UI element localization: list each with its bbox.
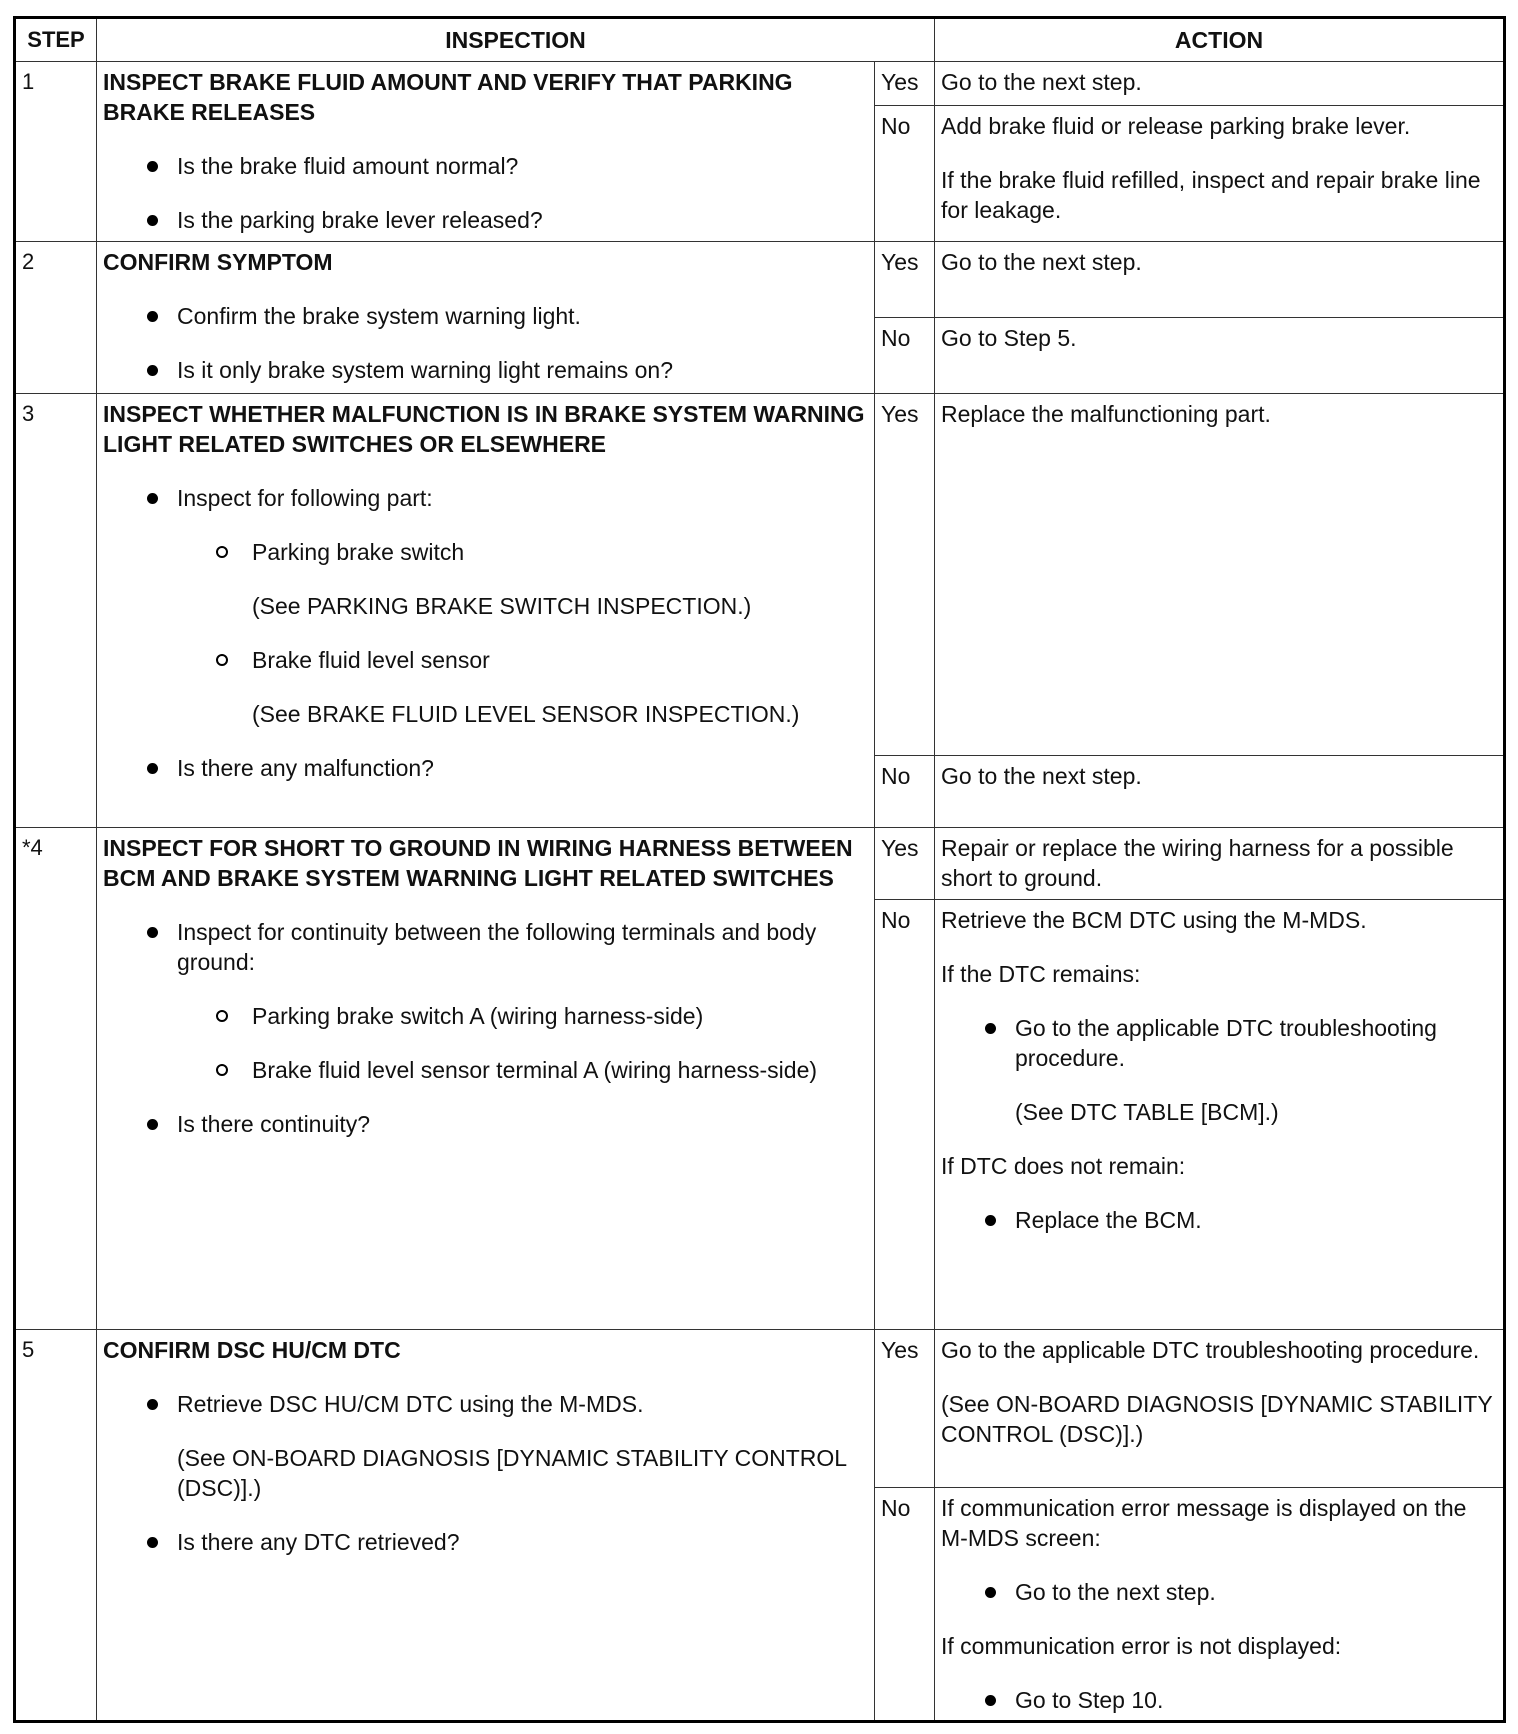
table-row bbox=[15, 1330, 1505, 1488]
yes-action: Go to the next step. bbox=[935, 62, 1505, 106]
yes-label: Yes bbox=[875, 1330, 935, 1488]
yes-label: Yes bbox=[875, 394, 935, 756]
no-label: No bbox=[875, 1488, 935, 1722]
no-action bbox=[935, 1488, 1505, 1722]
action-reference: (See DTC TABLE [BCM].) bbox=[1015, 1099, 1279, 1125]
header-row bbox=[15, 18, 1505, 62]
table-row bbox=[15, 242, 1505, 318]
step-number: 5 bbox=[15, 1330, 97, 1722]
inspection-sub-bullet: Parking brake switch A (wiring harness-side) bbox=[103, 1001, 868, 1031]
action-text: If communication error message is displayed on the M-MDS screen: bbox=[941, 1495, 1467, 1551]
inspection-bullet: Is it only brake system warning light remains on? bbox=[103, 355, 868, 385]
inspection-bullet: Inspect for following part: bbox=[103, 483, 868, 513]
step-number: 1 bbox=[15, 62, 97, 242]
action-bullet: Replace the BCM. bbox=[941, 1205, 1497, 1235]
step-number: *4 bbox=[15, 828, 97, 1330]
table-row bbox=[15, 394, 1505, 756]
action-text: If communication error is not displayed: bbox=[941, 1633, 1342, 1659]
no-label: No bbox=[875, 900, 935, 1330]
step-number: 3 bbox=[15, 394, 97, 828]
inspection-bullet: Inspect for continuity between the following terminals and body ground: bbox=[103, 917, 868, 977]
inspection-cell bbox=[97, 828, 875, 1330]
inspection-reference: (See PARKING BRAKE SWITCH INSPECTION.) bbox=[252, 593, 752, 619]
action-bullet: Go to the applicable DTC troubleshooting procedure. bbox=[941, 1013, 1497, 1073]
yes-label: Yes bbox=[875, 828, 935, 900]
step-number: 2 bbox=[15, 242, 97, 394]
inspection-bullet: Is there any DTC retrieved? bbox=[103, 1527, 868, 1557]
no-label: No bbox=[875, 318, 935, 394]
inspection-bullet: Is the brake fluid amount normal? bbox=[103, 151, 868, 181]
no-action bbox=[935, 106, 1505, 242]
inspection-title: INSPECT BRAKE FLUID AMOUNT AND VERIFY THAT PARKING BRAKE RELEASES bbox=[103, 69, 793, 125]
inspection-bullet: Retrieve DSC HU/CM DTC using the M-MDS. bbox=[103, 1389, 868, 1419]
troubleshooting-document bbox=[13, 16, 1503, 1722]
table-row bbox=[15, 828, 1505, 900]
action-text: If the DTC remains: bbox=[941, 961, 1141, 987]
header-inspection: INSPECTION bbox=[97, 18, 935, 62]
yes-label: Yes bbox=[875, 62, 935, 106]
inspection-reference: (See BRAKE FLUID LEVEL SENSOR INSPECTION.) bbox=[252, 701, 800, 727]
yes-label: Yes bbox=[875, 242, 935, 318]
yes-action bbox=[935, 1330, 1505, 1488]
action-text: If DTC does not remain: bbox=[941, 1153, 1186, 1179]
inspection-bullet: Confirm the brake system warning light. bbox=[103, 301, 868, 331]
inspection-title: INSPECT WHETHER MALFUNCTION IS IN BRAKE SYSTEM WARNING LIGHT RELATED SWITCHES OR ELSEWHERE bbox=[103, 401, 865, 457]
inspection-bullet: Is there continuity? bbox=[103, 1109, 868, 1139]
action-bullet: Go to Step 10. bbox=[941, 1685, 1497, 1715]
inspection-cell bbox=[97, 62, 875, 242]
no-action: Go to the next step. bbox=[935, 756, 1505, 828]
inspection-cell bbox=[97, 1330, 875, 1722]
inspection-sub-bullet: Parking brake switch bbox=[103, 537, 868, 567]
inspection-cell bbox=[97, 394, 875, 828]
inspection-reference: (See ON-BOARD DIAGNOSIS [DYNAMIC STABILITY CONTROL (DSC)].) bbox=[177, 1445, 847, 1501]
header-step: STEP bbox=[15, 18, 97, 62]
no-label: No bbox=[875, 756, 935, 828]
inspection-bullet: Is there any malfunction? bbox=[103, 753, 868, 783]
action-text: Retrieve the BCM DTC using the M-MDS. bbox=[941, 907, 1367, 933]
yes-action: Go to the next step. bbox=[935, 242, 1505, 318]
inspection-title: CONFIRM SYMPTOM bbox=[103, 249, 333, 275]
inspection-sub-bullet: Brake fluid level sensor terminal A (wiring harness-side) bbox=[103, 1055, 868, 1085]
inspection-title: INSPECT FOR SHORT TO GROUND IN WIRING HARNESS BETWEEN BCM AND BRAKE SYSTEM WARNING LIGHT RELATED SWITCHES bbox=[103, 835, 853, 891]
yes-action: Replace the malfunctioning part. bbox=[935, 394, 1505, 756]
action-text: If the brake fluid refilled, inspect and repair brake line for leakage. bbox=[941, 167, 1481, 223]
yes-action: Repair or replace the wiring harness for a possible short to ground. bbox=[935, 828, 1505, 900]
header-action: ACTION bbox=[935, 18, 1505, 62]
no-label: No bbox=[875, 106, 935, 242]
action-reference: (See ON-BOARD DIAGNOSIS [DYNAMIC STABILITY CONTROL (DSC)].) bbox=[941, 1391, 1493, 1447]
inspection-title: CONFIRM DSC HU/CM DTC bbox=[103, 1337, 401, 1363]
inspection-cell bbox=[97, 242, 875, 394]
action-text: Add brake fluid or release parking brake lever. bbox=[941, 113, 1411, 139]
inspection-bullet: Is the parking brake lever released? bbox=[103, 205, 868, 235]
no-action bbox=[935, 900, 1505, 1330]
inspection-sub-bullet: Brake fluid level sensor bbox=[103, 645, 868, 675]
troubleshooting-table bbox=[13, 16, 1506, 1723]
action-text: Go to the applicable DTC troubleshooting procedure. bbox=[941, 1337, 1480, 1363]
action-bullet: Go to the next step. bbox=[941, 1577, 1497, 1607]
table-row bbox=[15, 62, 1505, 106]
no-action: Go to Step 5. bbox=[935, 318, 1505, 394]
